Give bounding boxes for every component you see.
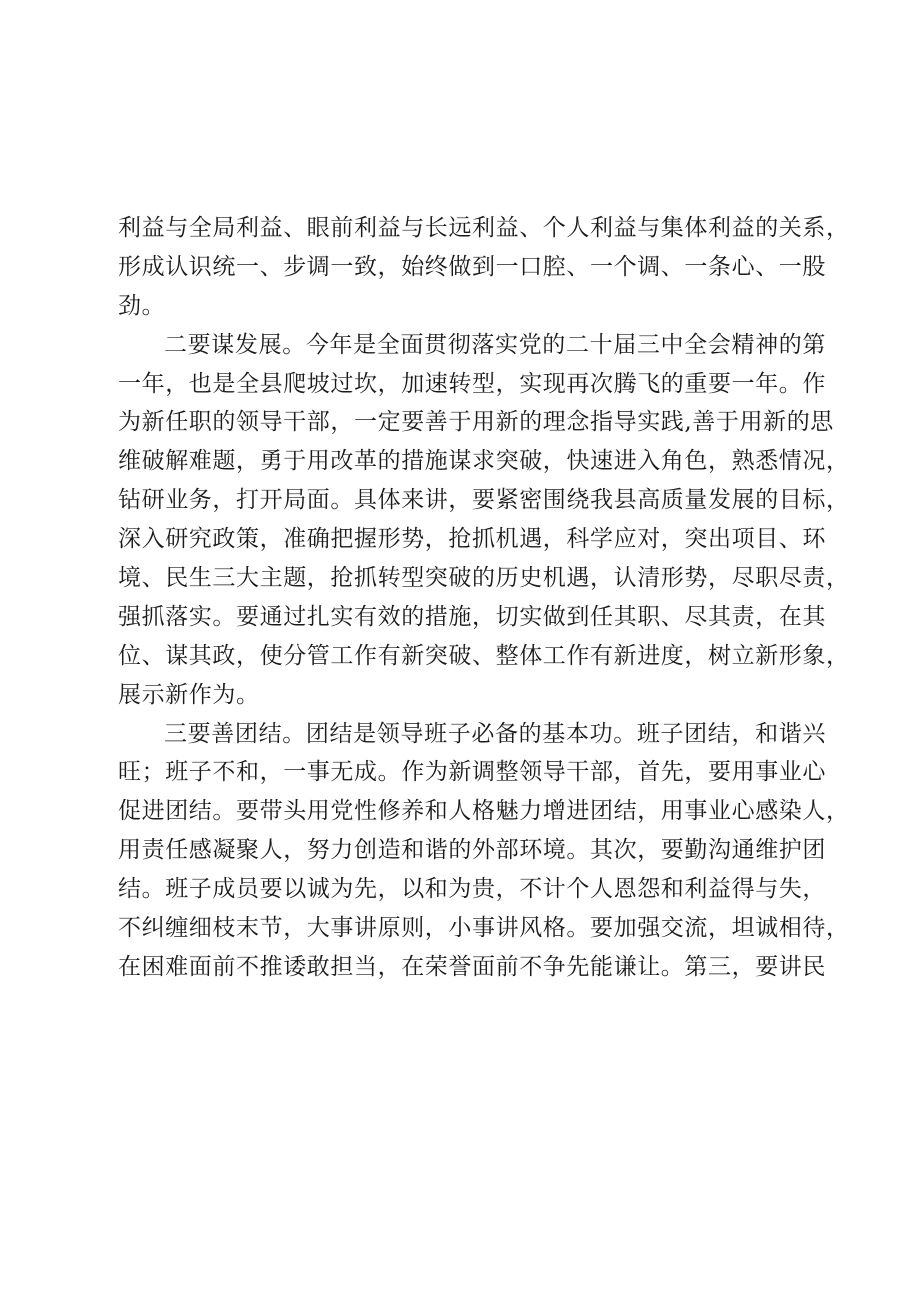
text-line: 一年，也是全县爬坡过坎，加速转型，实现再次腾飞的重要一年。作: [118, 370, 826, 397]
text-line: 不纠缠细枝末节，大事讲原则，小事讲风格。要加强交流，坦诚相待，: [118, 915, 850, 942]
text-line: 位、谋其政，使分管工作有新突破、整体工作有新进度，树立新形象，: [118, 642, 850, 669]
paragraph-2: [118, 326, 850, 715]
text-line: 旺；班子不和，一事无成。作为新调整领导干部，首先，要用事业心: [118, 759, 826, 786]
document-body: [118, 209, 850, 987]
text-line: 深入研究政策，准确把握形势，抢抓机遇，科学应对，突出项目、环: [118, 526, 826, 553]
text-line: 展示新作为。: [118, 681, 260, 708]
text-line: 三要善团结。团结是领导班子必备的基本功。班子团结，和谐兴: [164, 720, 826, 747]
text-line: 用责任感凝聚人，努力创造和谐的外部环境。其次，要勤沟通维护团: [118, 837, 826, 864]
text-line: 钻研业务，打开局面。具体来讲，要紧密围绕我县高质量发展的目标，: [118, 487, 850, 514]
paragraph-1: [118, 209, 850, 326]
text-line: 劲。: [118, 292, 166, 319]
text-line: 结。班子成员要以诚为先，以和为贵，不计个人恩怨和利益得与失，: [118, 876, 826, 903]
text-line: 强抓落实。要通过扎实有效的措施，切实做到任其职、尽其责，在其: [118, 603, 826, 630]
text-line: 形成认识统一、步调一致，始终做到一口腔、一个调、一条心、一股: [118, 253, 826, 280]
text-line: 利益与全局利益、眼前利益与长远利益、个人利益与集体利益的关系，: [118, 215, 850, 241]
text-line: 二要谋发展。今年是全面贯彻落实党的二十届三中全会精神的第: [164, 331, 826, 358]
text-line: 维破解难题，勇于用改革的措施谋求突破，快速进入角色，熟悉情况，: [118, 448, 850, 475]
text-line: 境、民生三大主题，抢抓转型突破的历史机遇，认清形势，尽职尽责，: [118, 565, 850, 592]
text-line: 为新任职的领导干部，一定要善于用新的理念指导实践,善于用新的思: [118, 409, 834, 436]
text-line: 在困难面前不推诿敢担当，在荣誉面前不争先能谦让。第三，要讲民: [118, 953, 826, 980]
text-line: 促进团结。要带头用党性修养和人格魅力增进团结，用事业心感染人，: [118, 798, 850, 825]
paragraph-3: [118, 715, 850, 987]
